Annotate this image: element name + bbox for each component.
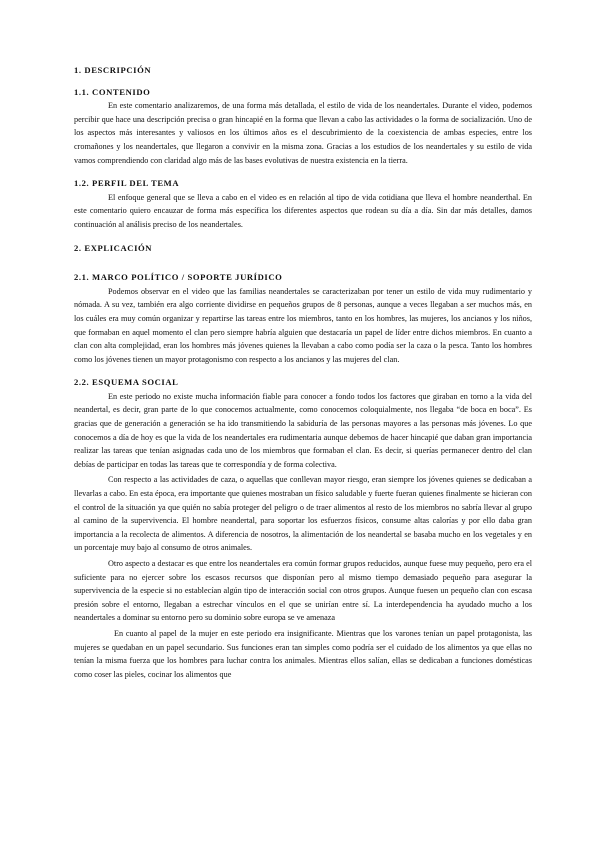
subsection-title-contenido: 1.1. CONTENIDO <box>74 86 151 97</box>
paragraph-esquema-social-1: En este periodo no existe mucha información fiable para conocer a fondo todos los factores que giraban en torno a la vida del neandertal, es decir, gran parte de lo que conocemos actualmente, como conocemos coloquialmente, nos llegaba “de boca en boca”. Es gracias que de generación a generación se ha ido transmitiendo la sabiduría de las personas mayores a las personas más jóvenes. Lo que conocemos a día de hoy es que la vida de los neandertales era rudimentaria aunque debemos de hacer hincapié que daban gran importancia realizar las tareas que tenían asignadas cada uno de los miembros que formaban el clan. Es decir, si querías permanecer dentro del clan debías de participar en todas las tareas que te correspondía y de forma colectiva. <box>74 391 532 469</box>
document-page <box>74 64 532 848</box>
section-title-descripcion: 1. DESCRIPCIÓN <box>74 65 152 75</box>
subsection-title-marco-politico: 2.1. MARCO POLÍTICO / SOPORTE JURÍDICO <box>74 272 283 283</box>
subsection-title-esquema-social: 2.2. ESQUEMA SOCIAL <box>74 377 179 388</box>
paragraph-esquema-social-3: Otro aspecto a destacar es que entre los neandertales era común formar grupos reducidos, aunque fuese muy pequeño, pero era el suficiente para no ejercer sobre los escasos recursos que disponían pero al mismo tiempo demasiado pequeño para asegurar la supervivencia de la especie si no establecían algún tipo de interacción social con otros grupos. Aunque fuesen un pequeño clan con escasa presión sobre el entorno, llegaban a estrechar vínculos en el que se unirían entre sí. La interdependencia ha ayudado mucho a los neandertales a dominar su entorno pero su dominio sobre europa se ve amenaza <box>74 559 532 623</box>
paragraph-esquema-social-4: En cuanto al papel de la mujer en este periodo era insignificante. Mientras que los varones tenían un papel protagonista, las mujeres se quedaban en un papel secundario. Sus funciones eran tan simples como podría ser el cuidado de los alimentos ya que ellas no tenían la misma fuerza que los hombres para luchar contra los animales. Mientras ellos salían, ellas se dedicaban a funciones domésticas como coser las pieles, cocinar los alimentos que <box>74 628 532 679</box>
paragraph-perfil-del-tema: El enfoque general que se lleva a cabo en el video es en relación al tipo de vida cotidiana que lleva el hombre neanderthal. En este comentario quiero encauzar de forma más específica los diferentes aspectos que rodean su día a día. Sin dar más detalles, damos continuación al análisis preciso de los neandertales. <box>74 192 532 229</box>
paragraph-contenido: En este comentario analizaremos, de una forma más detallada, el estilo de vida de los neandertales. Durante el video, podemos percibir que hace una descripción precisa o gran hincapié en la forma que llevan a cabo las actividades o la forma de socialización. Uno de los aspectos más interesantes y valiosos en los últimos años es el descubrimiento de la coexistencia de ambas especies, entre los cromañones y los neandertales, que llegaron a convivir en la misma zona. Gracias a los estudios de los neandertales y su estilo de vida vamos comprendiendo con claridad algo más de las bases evolutivas de nuestra existencia en la tierra. <box>74 101 532 165</box>
paragraph-marco-politico: Podemos observar en el video que las familias neandertales se caracterizaban por tener un estilo de vida muy rudimentario y nómada. A su vez, también era algo corriente dividirse en pequeños grupos de 8 personas, aunque a veces llegaban a ser muchos más, en los cuáles era muy común organizar y repartirse las tareas entre los miembros, tanto en los hombres, las mujeres, los ancianos y los niños, que formaban en aquel momento el clan pero siempre habría alguien que destacaría un papel de líder entre dichos miembros. En cuanto a clan con alta complejidad, eran los hombres más jóvenes quienes la llevaban a cabo como podía ser la caza o la pesca. Tanto los hombres como los jóvenes tienen un mayor protagonismo con respecto a los ancianos y las mujeres del clan. <box>74 286 532 364</box>
paragraph-esquema-social-2: Con respecto a las actividades de caza, o aquellas que conllevan mayor riesgo, eran siempre los jóvenes quienes se dedicaban a llevarlas a cabo. En esta época, era importante que quienes mostraban un físico saludable y fuerte fueran quienes finalmente se hicieran con el control de la situación ya que quién no sabía proteger del peligro o de traer alimentos al resto de los miembros no sabría llevar al grupo al camino de la supervivencia. El hombre neandertal, para soportar los esfuerzos físicos, consume altas calorías y por ello daba gran importancia a la recolecta de alimentos. A diferencia de nosotros, la alimentación de los neandertal se basaba mucho en los vegetales y en un porcentaje muy bajo al consumo de otros animales. <box>74 475 532 553</box>
section-title-explicacion: 2. EXPLICACIÓN <box>74 242 153 253</box>
subsection-title-perfil-del-tema: 1.2. PERFIL DEL TEMA <box>74 178 180 189</box>
